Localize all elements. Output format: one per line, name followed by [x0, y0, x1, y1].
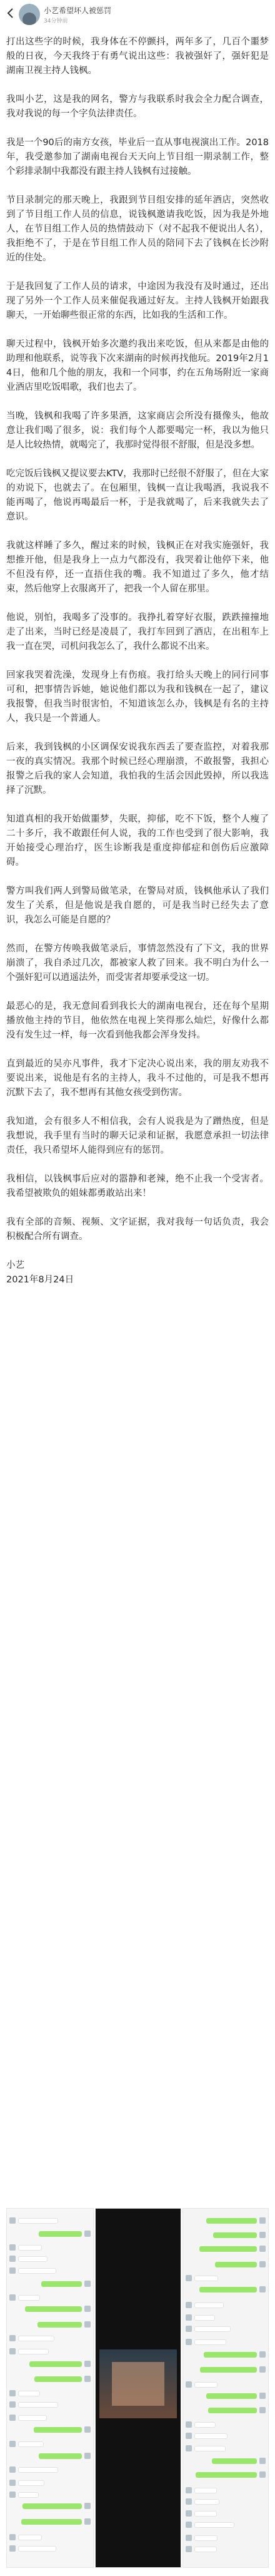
chat-bubble	[194, 2276, 218, 2281]
chat-bubble	[25, 2306, 82, 2312]
chat-avatar	[84, 2518, 91, 2525]
video-frame	[99, 2349, 177, 2418]
chat-avatar	[186, 2275, 192, 2281]
chat-avatar	[186, 2487, 192, 2493]
article-paragraph: 我叫小艺，这是我的网名，警方与我联系时我会全力配合调查，我对我说的每一个字负法律责任。	[6, 95, 269, 119]
chat-avatar	[9, 2256, 16, 2262]
chat-avatar	[84, 2231, 91, 2237]
chat-avatar	[9, 2480, 16, 2486]
chat-avatar	[186, 2339, 192, 2345]
chat-bubble	[194, 2499, 219, 2505]
article-paragraph: 吃完饭后钱枫又提议要去KTV，我那时已经很不舒服了，但在大家的劝说下，也就去了。在包厢里，钱枫一直让我喝酒，我说我不能再喝了，他说再喝最后一杯，于是我就喝了，后来我就失去了意识。	[6, 469, 269, 522]
chat-bubble	[29, 2361, 82, 2367]
chat-avatar	[9, 2217, 16, 2224]
chat-avatar	[186, 2302, 192, 2308]
chat-avatar	[259, 2351, 266, 2358]
chat-bubble	[18, 2467, 58, 2473]
chat-bubble	[18, 2402, 58, 2408]
post-time: 34分钟前	[44, 18, 68, 24]
article-paragraph: 回家我哭着洗澡，发现身上有伤痕。我打给头天晚上的同行同事可和，把事情告诉她，她说他们都以为我和钱枫在一起了，建议我报警，但我当时很害怕，不知道该怎么办，钱枫是有名的主持人，我只是一个普通人。	[6, 670, 269, 723]
chat-bubble	[194, 2535, 218, 2541]
chat-bubble	[18, 2256, 48, 2262]
chat-avatar	[84, 2281, 91, 2287]
chat-bubble	[200, 2367, 257, 2373]
chat-bubble	[38, 2322, 82, 2328]
chat-avatar	[9, 2294, 16, 2301]
chat-bubble	[194, 2547, 217, 2552]
chat-avatar	[186, 2314, 192, 2321]
chat-avatar	[186, 2498, 192, 2505]
signature-date: 2021年8月24日	[6, 1275, 74, 1285]
chat-bubble	[194, 2339, 226, 2345]
chat-avatar	[84, 2453, 91, 2459]
chat-avatar	[9, 2348, 16, 2354]
chat-avatar	[186, 2433, 192, 2439]
chat-bubble	[213, 2232, 257, 2238]
chat-bubble	[206, 2393, 257, 2399]
chat-bubble	[18, 2349, 49, 2354]
article-paragraph: 打出这些字的时候，我身体在不停颤抖，两年多了，几百个噩梦般的日夜，今天我终于有勇气说出这些：我被强奸了，强奸犯是湖南卫视主持人钱枫。	[6, 37, 269, 76]
chat-bubble	[199, 2246, 257, 2252]
article-paragraph: 聊天过程中，钱枫开始多次邀约我出来吃饭，但从来都是由他的助理和他联系，说等我下次来湖南的时候再找他玩。2019年2月14日，他和几个他的朋友，我和一个同事，约在五角场附近一家商业酒店里吃饭唱歌，我们也去了。	[6, 339, 269, 392]
chat-bubble	[21, 2519, 82, 2525]
chat-bubble	[194, 2488, 217, 2493]
chat-avatar	[84, 2426, 91, 2433]
chat-bubble	[18, 2218, 58, 2224]
chat-bubble	[208, 2408, 257, 2413]
chat-bubble	[194, 2511, 217, 2517]
chat-bubble	[18, 2245, 42, 2251]
chat-avatar	[84, 2321, 91, 2328]
chat-bubble	[199, 2287, 257, 2292]
chat-bubble	[194, 2382, 218, 2388]
chat-avatar	[84, 2306, 91, 2312]
chat-avatar	[186, 2535, 192, 2541]
chat-avatar	[259, 2458, 266, 2464]
chat-avatar	[259, 2393, 266, 2399]
chat-avatar	[9, 2466, 16, 2473]
chat-bubble	[18, 2535, 42, 2540]
article-paragraph: 节目录制完的那天晚上，我跟到节目组安排的延年酒店，突然收到了节目组工作人员的信息，说钱枫邀请我吃饭，因为我是外地人，在节目组工作人员的热情鼓动下（对不起我不便说出人名），我拒绝不了，于是在节目组工作人员的陪同下去了钱枫在长沙附近的住处。	[6, 195, 269, 263]
video-screenshot[interactable]	[95, 2208, 181, 2568]
chat-bubble	[204, 2352, 257, 2358]
article-paragraph: 后来，我到钱枫的小区调保安说我东西丢了要查监控，对着我那一夜的真实情况。我那个时候已经心理崩溃，不敢报警，我担心报警之后我的家人会知道，我怕我的生活会因此毁掉，所以我选择了沉默。	[6, 742, 269, 795]
chat-avatar	[186, 2522, 192, 2528]
article-body	[6, 35, 269, 1287]
chat-bubble	[39, 2453, 82, 2459]
chat-bubble	[18, 2336, 54, 2341]
chat-bubble	[22, 2503, 82, 2509]
article-paragraph: 我相信，以钱枫事后应对的嚣静和老辣，绝不止我一个受害者。我希望被欺负的姐妹都勇敢站出来！	[6, 1174, 269, 1199]
chat-avatar	[9, 2335, 16, 2341]
chat-avatar	[9, 2492, 16, 2498]
chat-avatar	[259, 2407, 266, 2413]
chat-avatar	[259, 2217, 266, 2224]
chat-avatar	[9, 2390, 16, 2396]
chat-avatar	[9, 2545, 16, 2552]
author-name[interactable]: 小艺希望坏人被惩罚	[44, 6, 112, 15]
article-paragraph: 然而，在警方传唤我做笔录后，事情忽然没有了下文，我的世界崩溃了，我自杀过几次，都被家人救了回来。我不明白为什么一个强奸犯可以逍遥法外，而受害者却要承受这一切。	[6, 944, 269, 983]
article-paragraph: 直到最近的吴亦凡事件，我才下定决心说出来，我的朋友劝我不要说出来，说他是有名的主持人，我斗不过他的，可是我不想再沉默下去了，我不想再有其他女孩受到伤害。	[6, 1059, 269, 1098]
chat-bubble	[194, 2422, 216, 2428]
chat-avatar	[9, 2441, 16, 2447]
chat-bubble	[194, 2433, 228, 2439]
article-paragraph: 知道真相的我开始做噩梦，失眠，抑郁，吃不下饭，整个人瘦了二十多斤，我不敢跟任何人说，我的工作也受到了很大影响，我开始接受心理治疗，医生诊断我是重度抑郁症和创伤后应激障碍。	[6, 814, 269, 867]
chat-bubble	[18, 2415, 47, 2421]
avatar[interactable]	[19, 4, 40, 25]
chat-bubble	[18, 2441, 44, 2447]
chat-bubble	[41, 2281, 82, 2287]
chat-screenshot-right[interactable]	[182, 2208, 269, 2568]
signature: 小艺	[6, 1260, 24, 1270]
chat-avatar	[186, 2326, 192, 2332]
post-header	[0, 0, 275, 31]
chat-bubble	[18, 2480, 44, 2486]
chat-avatar	[186, 2546, 192, 2552]
chat-bubble	[18, 2268, 56, 2274]
chat-bubble	[34, 2427, 82, 2433]
article-paragraph: 我就这样睡了多久，醒过来的时候，钱枫正在对我实施强奸，我想推开他，但是我身上一点力气都没有，我哭着让他停下来，他不但没有停，还一直捂住我的嘴。我不知道过了多久，他才结束，然后他穿上衣服离开了，把我一个人留在那里。	[6, 541, 269, 594]
chat-avatar	[259, 2261, 266, 2267]
chat-avatar	[9, 2415, 16, 2421]
chat-avatar	[84, 2376, 91, 2382]
chat-bubble	[194, 2522, 234, 2528]
article-paragraph: 他说，别怕，我喝多了没事的。我挣扎着穿好衣服，跌跌撞撞地走了出来，当时已经是凌晨了，我打车回到了酒店，在出租车上我一直在哭，司机问我怎么了，我什么都说不出来。	[6, 613, 269, 652]
video-thumbnail	[112, 2362, 164, 2406]
chat-bubble	[18, 2391, 40, 2396]
chat-avatar	[186, 2381, 192, 2388]
chat-avatar	[259, 2366, 266, 2373]
chat-avatar	[259, 2286, 266, 2292]
chat-avatar	[259, 2246, 266, 2252]
article-paragraph: 当晚，钱枫和我喝了许多果酒，这家商店会所没有摄像头，他故意让我们喝了很多，说：我们每个人都要喝完一杯，我以为他只是人比较热情，就喝完了，我那时觉得很不舒服，但是没多想。	[6, 411, 269, 450]
article-paragraph: 最恶心的是，我无意间看到我长大的湖南电视台，还在每个星期播放他主持的节目，他依然在电视上笑得那么灿烂，好像什么都没有发生过一样，每一次看到他我都会浑身发抖。	[6, 1001, 269, 1040]
chat-bubble	[212, 2458, 257, 2464]
article-paragraph: 我知道，会有很多人不相信我，会有人说我是为了蹭热度，但是我想说，我手里有当时的聊天记录和证据，我愿意承担一切法律责任，我只希望坏人能得到应有的惩罚。	[6, 1117, 269, 1155]
article-paragraph: 于是我回复了工作人员的请求，中途因为我没有及时通过，还出现了另外一个工作人员来催促我通过好友。主持人钱枫开始跟我聊天，一开始聊些很正常的东西，比如我的生活和工作。	[6, 282, 269, 320]
chat-avatar	[186, 2510, 192, 2517]
article-paragraph: 我有全部的音频、视频、文字证据，我对我每一句话负责，我会积极配合所有调查。	[6, 1217, 269, 1242]
chat-bubble	[39, 2231, 82, 2237]
chat-avatar	[186, 2421, 192, 2428]
chat-avatar	[259, 2232, 266, 2238]
evidence-screenshots	[6, 2208, 269, 2568]
chat-avatar	[84, 2361, 91, 2367]
chat-bubble	[194, 2303, 224, 2308]
article-paragraph: 警方叫我们两人到警局做笔录，在警局对质，钱枫他承认了我们发生了关系，但是他说是我自愿的，可是我当时已经失去了意识，我怎么可能是自愿的？	[6, 886, 269, 925]
chat-avatar	[259, 2471, 266, 2478]
chevron-left-icon[interactable]	[4, 6, 18, 20]
chat-bubble	[215, 2262, 257, 2267]
chat-bubble	[18, 2295, 40, 2301]
chat-bubble	[194, 2326, 231, 2332]
chat-bubble	[34, 2376, 82, 2382]
chat-bubble	[18, 2546, 56, 2552]
chat-avatar	[9, 2534, 16, 2540]
article-paragraph: 我是一个90后的南方女孩，毕业后一直从事电视演出工作。2018年，我受邀参加了湖南电视台天天向上节目组一期录制工作，整个彩排录制中我都没有跟主持人钱枫有过接触。	[6, 138, 269, 176]
chat-bubble	[194, 2315, 215, 2321]
chat-avatar	[84, 2503, 91, 2509]
chat-bubble	[194, 2446, 226, 2451]
chat-avatar	[9, 2267, 16, 2274]
chat-avatar	[186, 2445, 192, 2451]
chat-avatar	[9, 2244, 16, 2251]
chat-bubble	[18, 2492, 39, 2498]
chat-bubble	[206, 2218, 257, 2224]
chat-bubble	[196, 2472, 257, 2478]
chat-avatar	[9, 2401, 16, 2408]
chat-screenshot-left[interactable]	[6, 2208, 94, 2568]
